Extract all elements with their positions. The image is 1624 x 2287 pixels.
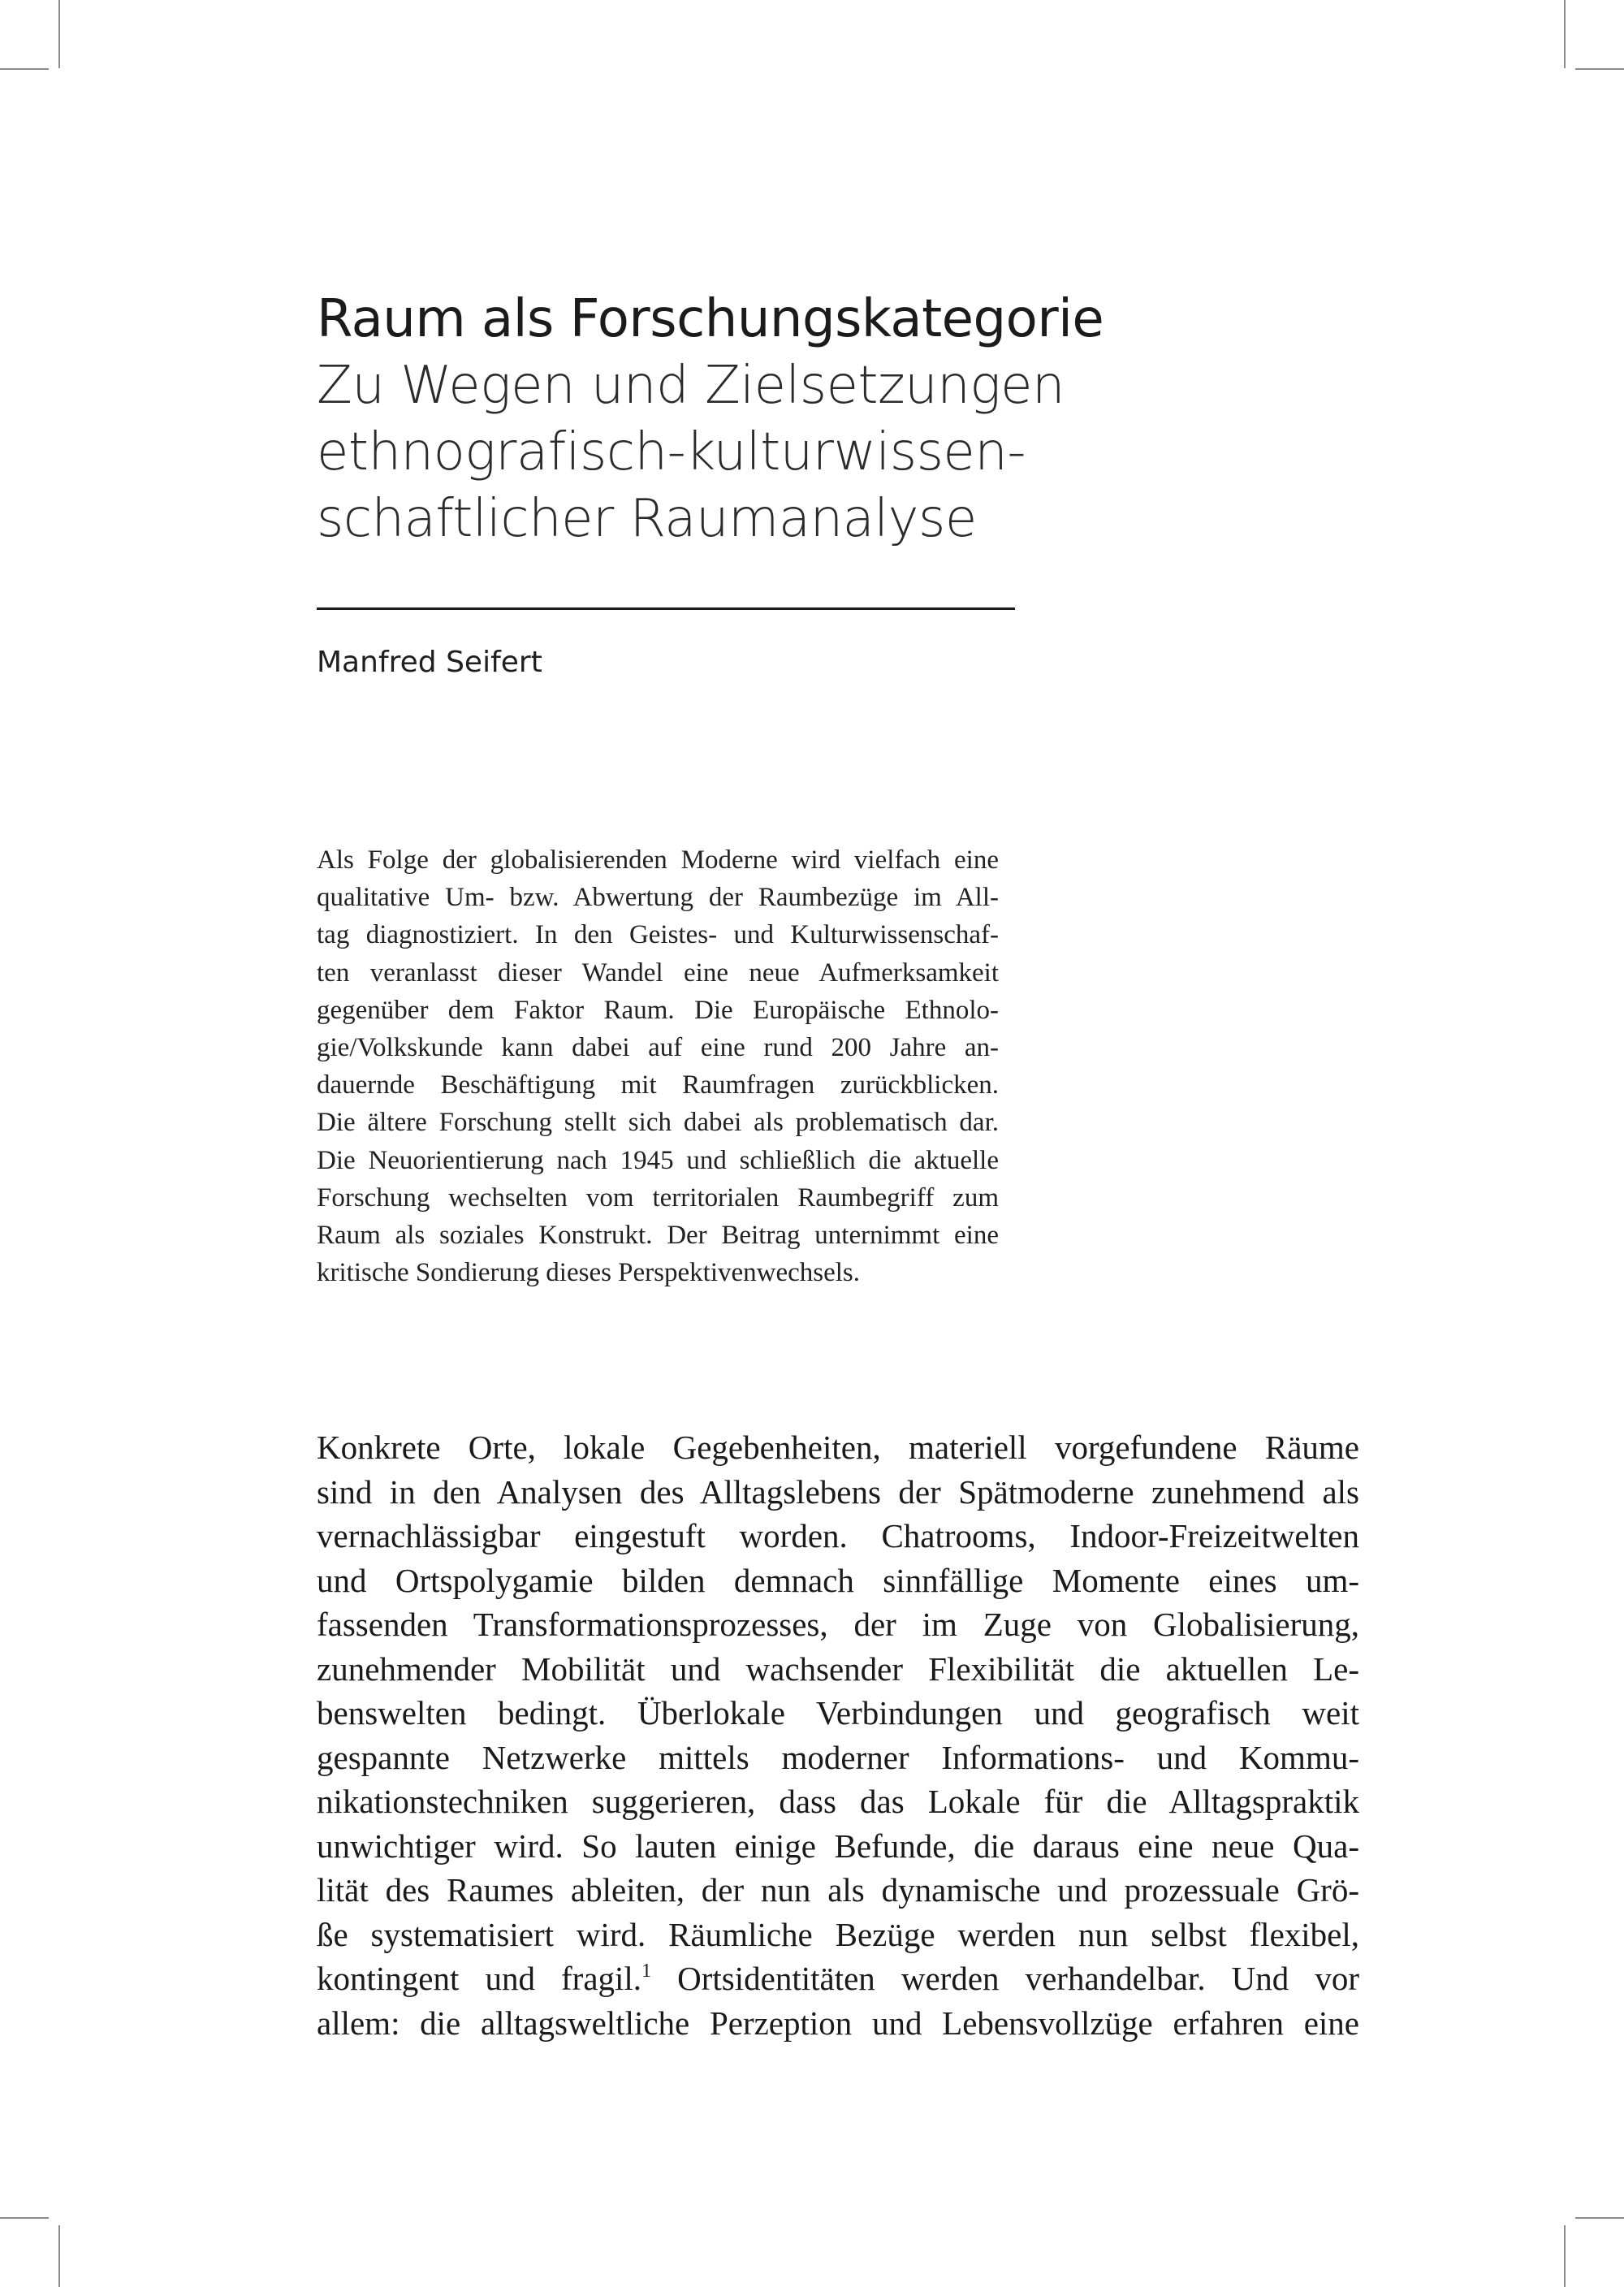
body-line: sind in den Analysen des Alltagslebens der Spätmoderne zunehmend als [317,1472,1359,1511]
crop-mark-top-right [1564,0,1566,68]
body-line: benswelten bedingt. Überlokale Verbindungen und geografisch weit [317,1694,1359,1731]
abstract [317,841,999,1291]
abstract-line: tag diagnostiziert. In den Geistes- und Kulturwissenschaf- [317,920,999,950]
crop-mark-top-left-h [0,68,49,70]
abstract-line: qualitative Um- bzw. Abwertung der Raumbezüge im All- [317,883,999,913]
body-line: unwichtiger wird. So lauten einige Befunde, die daraus eine neue Qua- [317,1827,1359,1865]
subtitle-line-3: schaftlicher Raumanalyse [317,489,977,549]
body-line: nikationstechniken suggerieren, dass das Lokale für die Alltagspraktik [317,1783,1359,1820]
body-line-with-footnote [317,1956,1359,2001]
body-line: Konkrete Orte, lokale Gegebenheiten, materiell vorgefundene Räume [317,1429,1359,1466]
crop-mark-bottom-right [1564,2225,1566,2287]
abstract-line: ten veranlasst dieser Wandel eine neue Aufmerksamkeit [317,958,999,988]
body-line: ße systematisiert wird. Räumliche Bezüge werden nun selbst flexibel, [317,1915,1359,1953]
body-text-segment: Ortsidentitäten werden verhandelbar. Und vor [651,1960,1359,1997]
abstract-line: kritische Sondierung dieses Perspektivenwechsels. [317,1258,861,1288]
abstract-line: dauernde Beschäftigung mit Raumfragen zurückblicken. [317,1070,999,1100]
body-line: allem: die alltagsweltliche Perzeption und Lebensvollzüge erfahren eine [317,2004,1359,2042]
body-line: und Ortspolygamie bilden demnach sinnfällige Momente eines um- [317,1561,1359,1599]
body-line: vernachlässigbar eingestuft worden. Chatrooms, Indoor-Freizeitwelten [317,1517,1359,1554]
abstract-line: Als Folge der globalisierenden Moderne wird vielfach eine [317,845,999,875]
abstract-line: Raum als soziales Konstrukt. Der Beitrag unternimmt eine [317,1221,999,1251]
footnote-marker[interactable]: 1 [641,1961,652,1982]
abstract-line: Die ältere Forschung stellt sich dabei als problematisch dar. [317,1108,999,1138]
body-paragraph [317,1425,1359,2045]
body-text-segment: kontingent und fragil. [317,1960,642,1997]
body-line: gespannte Netzwerke mittels moderner Informations- und Kommu- [317,1738,1359,1776]
abstract-line: Die Neuorientierung nach 1945 und schließlich die aktuelle [317,1145,999,1175]
abstract-line: gie/Volkskunde kann dabei auf eine rund 200 Jahre an- [317,1033,999,1063]
crop-mark-bottom-left-h [0,2217,49,2219]
body-line: fassenden Transformationsprozesses, der im Zuge von Globalisierung, [317,1606,1359,1643]
subtitle-line-2: ethnografisch-kulturwissen- [317,422,1026,482]
crop-mark-top-right-h [1575,68,1624,70]
body-line: zunehmender Mobilität und wachsender Flexibilität die aktuellen Le- [317,1649,1359,1688]
abstract-line: gegenüber dem Faktor Raum. Die Europäische Ethnolo- [317,995,999,1025]
body-line: lität des Raumes ableiten, der nun als dynamische und prozessuale Grö- [317,1871,1359,1909]
article-title: Raum als Forschungskategorie [317,289,1104,349]
crop-mark-top-left [58,0,60,68]
crop-mark-bottom-right-h [1575,2217,1624,2219]
title-block [317,286,1291,552]
abstract-line: Forschung wechselten vom territorialen Raumbegriff zum [317,1182,999,1213]
title-divider [317,607,1015,610]
subtitle-line-1: Zu Wegen und Zielsetzungen [317,356,1065,416]
crop-mark-bottom-left [58,2225,60,2287]
author-name: Manfred Seifert [317,646,542,679]
